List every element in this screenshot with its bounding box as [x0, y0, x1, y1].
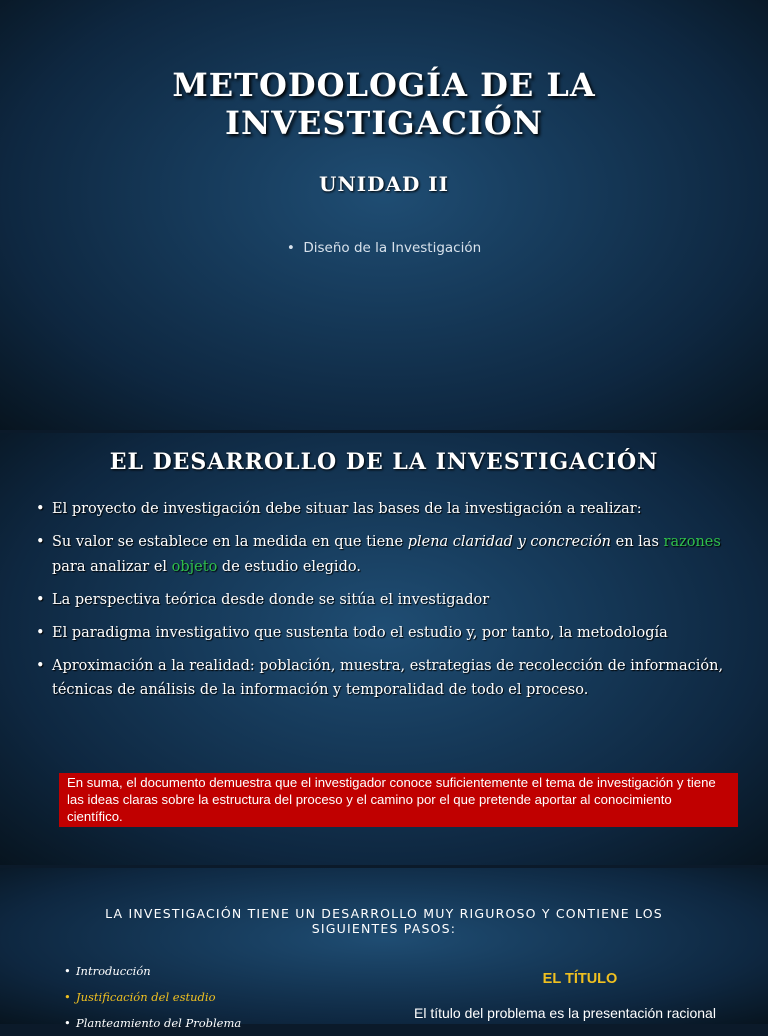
- summary-callout: En suma, el documento demuestra que el investigador conoce suficientemente el tema de investigación y tiene las ideas claras sobre la estructura del proceso y el camino por el que pretende aportar al conocimiento científico.: [59, 773, 738, 827]
- highlight-objeto: objeto: [171, 558, 218, 575]
- highlight-razones: razones: [663, 534, 721, 550]
- slide1-title: [0, 66, 768, 142]
- slide1-bullet: • Diseño de la Investigación: [286, 240, 482, 256]
- list-item: • Justificación del estudio: [64, 984, 324, 1010]
- bullet-text: de estudio elegido.: [217, 558, 361, 575]
- section-title: EL TÍTULO: [542, 971, 618, 987]
- slide2-bullet-list: [36, 497, 736, 711]
- list-item: [36, 530, 736, 579]
- list-item: • Introducción: [64, 958, 324, 984]
- slide1-title-line2: INVESTIGACIÓN: [224, 104, 544, 142]
- slide1-title-line1: METODOLOGÍA DE LA: [172, 66, 596, 104]
- section-text: El título del problema es la presentación racional: [414, 1005, 716, 1021]
- bullet-text: Su valor se establece en la medida en que tiene: [52, 534, 408, 550]
- slide-title: [0, 0, 768, 430]
- slide1-subtitle: UNIDAD II: [319, 172, 449, 196]
- bullet-italic-text: plena claridad y concreción: [407, 534, 612, 550]
- list-item: • Aproximación a la realidad: población, muestra, estrategias de recolección de información, técnicas de análisis de la información y temporalidad de todo el proceso.: [36, 654, 736, 703]
- slide2-title: EL DESARROLLO DE LA INVESTIGACIÓN: [109, 449, 659, 475]
- list-item: • El paradigma investigativo que sustenta todo el estudio y, por tanto, la metodología: [36, 621, 736, 646]
- slide3-heading: [60, 906, 708, 936]
- slide3-heading-line2: SIGUIENTES PASOS:: [311, 921, 457, 936]
- steps-list: [64, 958, 324, 1036]
- bullet-text: para analizar el: [52, 558, 172, 575]
- slide3-heading-line1: LA INVESTIGACIÓN TIENE UN DESARROLLO MUY RIGUROSO Y CONTIENE LOS: [105, 906, 663, 921]
- list-item: • La perspectiva teórica desde donde se sitúa el investigador: [36, 588, 736, 613]
- bullet-text: en las: [611, 534, 664, 550]
- slide1-bullet-text: Diseño de la Investigación: [303, 240, 482, 256]
- list-item: • Planteamiento del Problema: [64, 1010, 324, 1036]
- list-item: • El proyecto de investigación debe situar las bases de la investigación a realizar:: [36, 497, 736, 522]
